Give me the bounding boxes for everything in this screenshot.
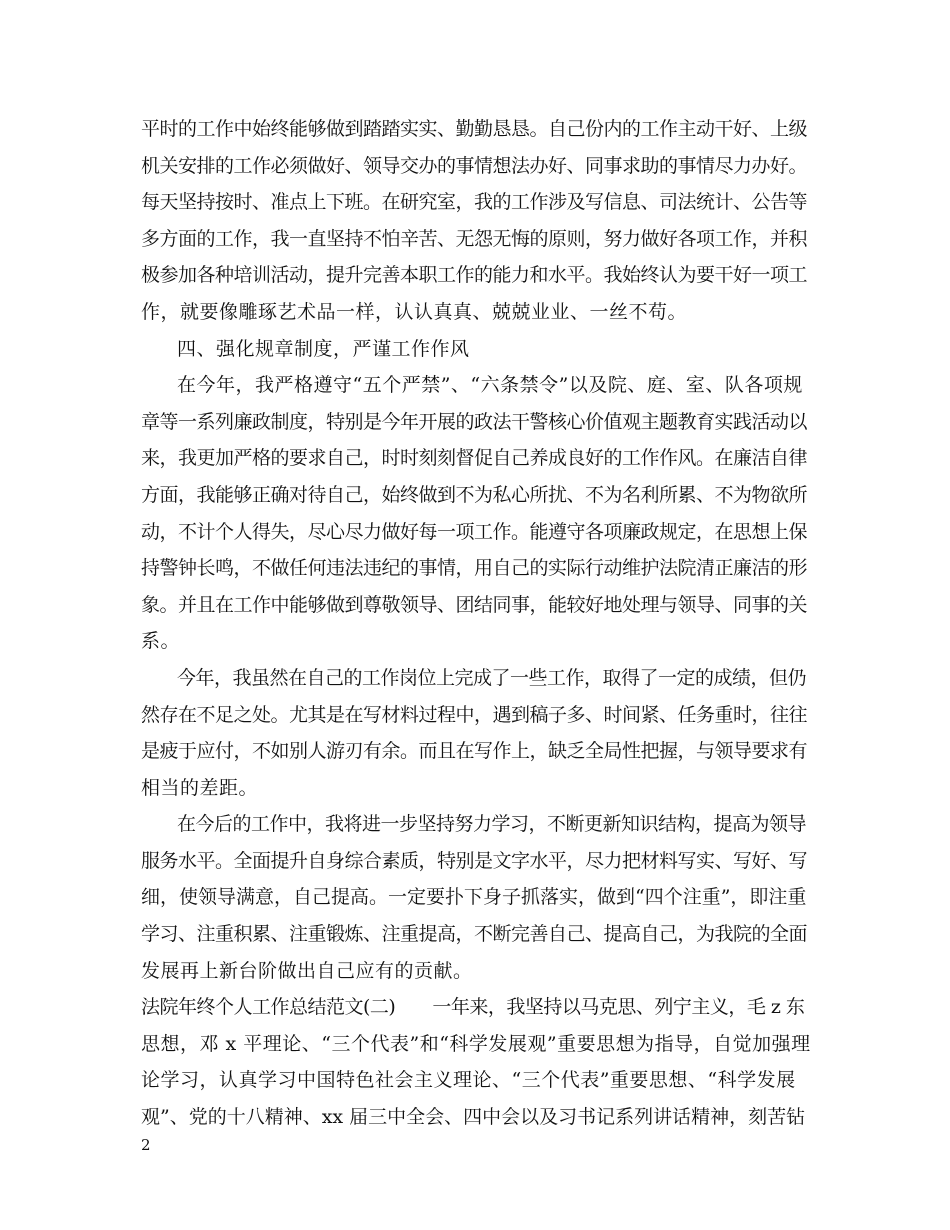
text-line: 平时的工作中始终能够做到踏踏实实、勤勤恳恳。自己份内的工作主动干好、上级 xyxy=(141,118,808,140)
text-line: 机关安排的工作必须做好、领导交办的事情想法办好、同事求助的事情尽力办好。 xyxy=(141,154,808,177)
document-body xyxy=(141,111,813,1136)
text-line: 然存在不足之处。尤其是在写材料过程中，遇到稿子多、时间紧、任务重时，往往 xyxy=(141,703,808,726)
text-line: 章等一系列廉政制度，特别是今年开展的政法干警核心价值观主题教育实践活动以 xyxy=(141,410,808,433)
text-line: 来，我更加严格的要求自己，时时刻刻督促自己养成良好的工作作风。在廉洁自律 xyxy=(141,447,808,470)
text-line: 系。 xyxy=(141,630,181,653)
text-line: 发展再上新台阶做出自己应有的贡献。 xyxy=(141,959,473,982)
text-line: 服务水平。全面提升自身综合素质，特别是文字水平，尽力把材料写实、写好、写 xyxy=(141,849,808,872)
text-line: 论学习，认真学习中国特色社会主义理论、“三个代表”重要思想、“科学发展 xyxy=(141,1069,796,1092)
text-line: 在今年，我严格遵守“五个严禁”、“六条禁令”以及院、庭、室、队各项规 xyxy=(177,374,803,397)
text-line: 多方面的工作，我一直坚持不怕辛苦、无怨无悔的原则，努力做好各项工作，并积 xyxy=(141,227,808,250)
text-line: 细，使领导满意，自己提高。一定要扑下身子抓落实，做到“四个注重”，即注重 xyxy=(141,886,807,909)
text-line: 动，不计个人得失，尽心尽力做好每一项工作。能遵守各项廉政规定，在思想上保 xyxy=(141,520,808,543)
text-line: 作，就要像雕琢艺术品一样，认认真真、兢兢业业、一丝不苟。 xyxy=(141,300,688,323)
page-number: 2 xyxy=(141,1136,151,1154)
text-line: 在今后的工作中，我将进一步坚持努力学习，不断更新知识结构，提高为领导 xyxy=(177,813,807,836)
text-line: 思想，邓 x 平理论、“三个代表”和“科学发展观”重要思想为指导，自觉加强理 xyxy=(141,1032,811,1055)
text-line: 是疲于应付，不如别人游刃有余。而且在写作上，缺乏全局性把握，与领导要求有 xyxy=(141,740,808,763)
text-line: 每天坚持按时、准点上下班。在研究室，我的工作涉及写信息、司法统计、公告等 xyxy=(141,191,808,214)
text-line: 相当的差距。 xyxy=(141,776,259,799)
text-line: 今年，我虽然在自己的工作岗位上完成了一些工作，取得了一定的成绩，但仍 xyxy=(177,666,807,689)
text-line: 持警钟长鸣，不做任何违法违纪的事情，用自己的实际行动维护法院清正廉洁的形 xyxy=(141,557,808,580)
text-line: 观”、党的十八精神、xx 届三中全会、四中会以及习书记系列讲话精神，刻苦钻 xyxy=(141,1106,806,1129)
text-line: 方面，我能够正确对待自己，始终做到不为私心所扰、不为名利所累、不为物欲所 xyxy=(141,483,808,506)
text-line: 法院年终个人工作总结范文(二) 一年来，我坚持以马克思、列宁主义，毛 z 东 xyxy=(141,996,805,1019)
text-line: 学习、注重积累、注重锻炼、注重提高，不断完善自己、提高自己，为我院的全面 xyxy=(141,923,808,946)
text-line: 四、强化规章制度，严谨工作作风 xyxy=(177,337,470,360)
text-line: 极参加各种培训活动，提升完善本职工作的能力和水平。我始终认为要干好一项工 xyxy=(141,264,808,287)
text-line: 象。并且在工作中能够做到尊敬领导、团结同事，能较好地处理与领导、同事的关 xyxy=(141,593,808,616)
